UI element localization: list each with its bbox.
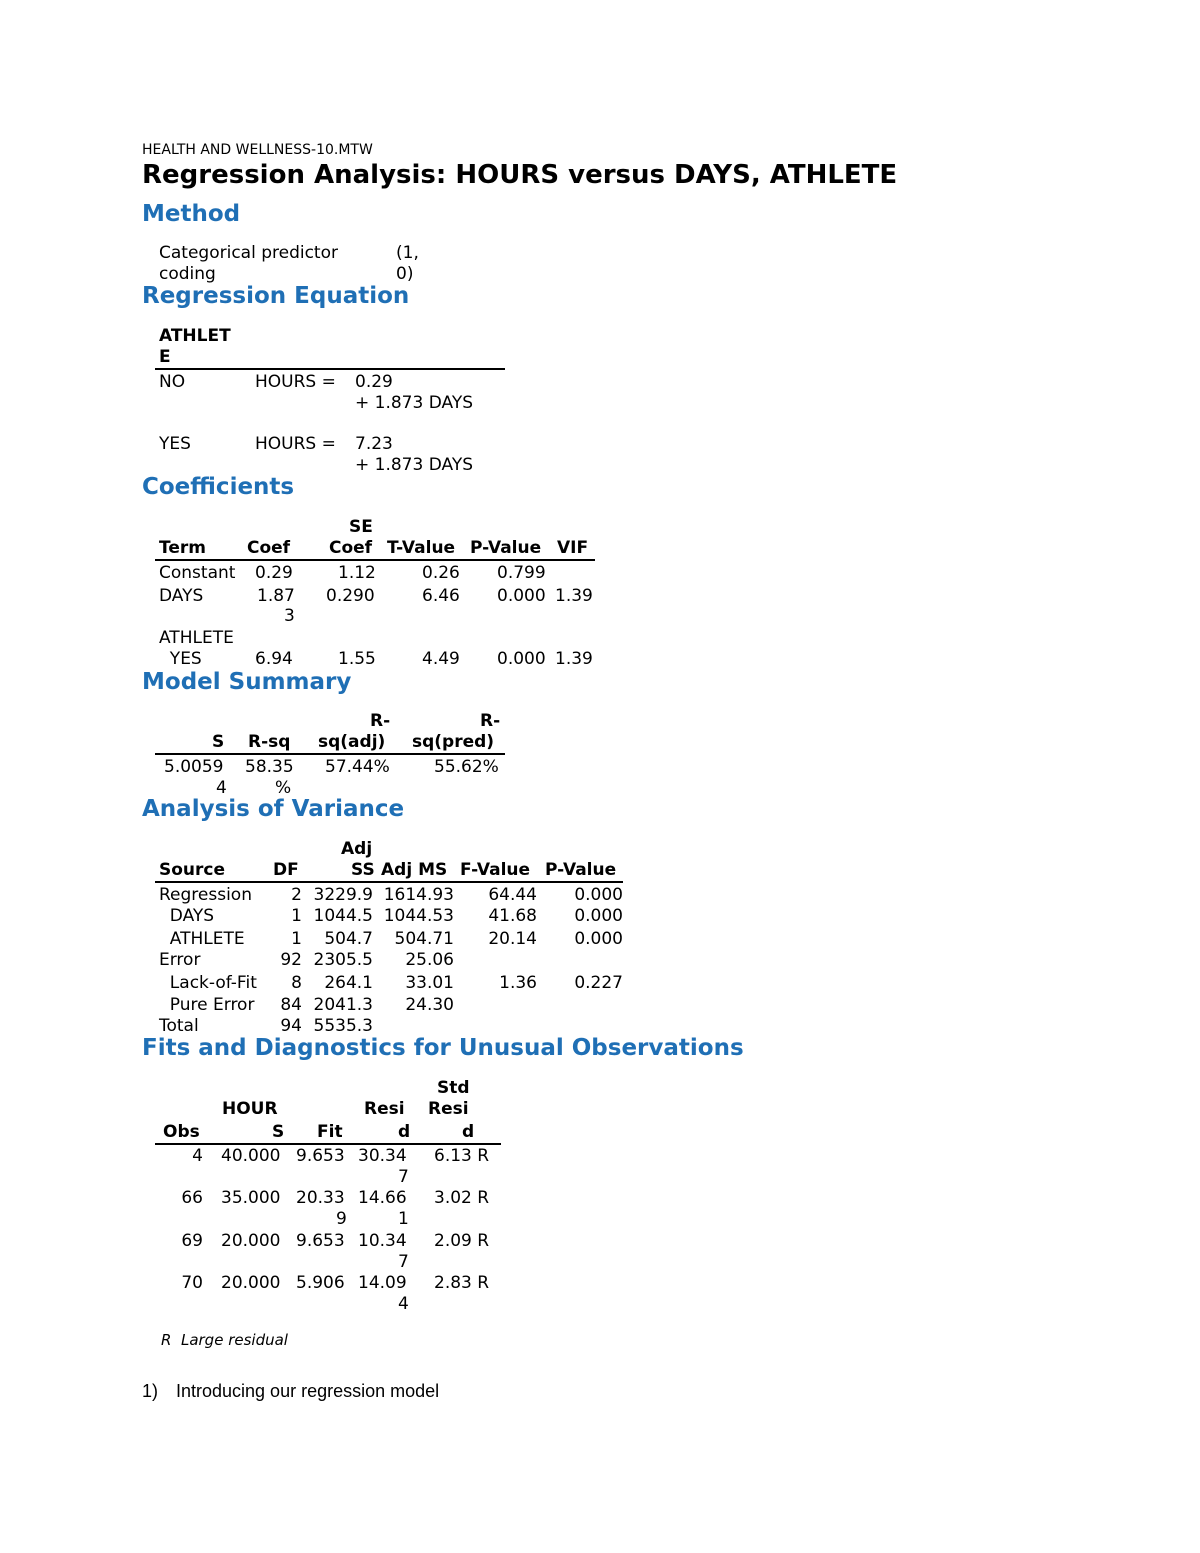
coef-row-p: 0.799 (497, 563, 546, 583)
unusual-row-hours: 20.000 (221, 1231, 281, 1251)
ms-header-rsq: R-sq (248, 732, 291, 752)
unusual-row-obs: 4 (192, 1146, 203, 1166)
anova-header-rule (155, 881, 623, 883)
unusual-row-fit: 20.33 (296, 1188, 345, 1208)
unusual-row-hours: 20.000 (221, 1273, 281, 1293)
anova-row-p: 0.000 (574, 929, 623, 949)
anova-header-df: DF (273, 860, 299, 880)
coef-row-term: DAYS (159, 586, 204, 606)
coef-row-term: ATHLETE (159, 628, 234, 648)
coefficients-heading: Coefficients (142, 474, 295, 500)
ms-header-s: S (212, 732, 225, 752)
coef-row-p: 0.000 (497, 649, 546, 669)
anova-row-df: 84 (280, 995, 302, 1015)
anova-row-ss: 5535.3 (313, 1016, 373, 1036)
unusual-header-resid-line2: d (398, 1122, 411, 1142)
coef-row-se: 0.290 (326, 586, 375, 606)
anova-row-source: ATHLETE (159, 929, 245, 949)
unusual-header-resid-line1: Resi (364, 1099, 405, 1119)
coef-header-coef: Coef (247, 538, 291, 558)
unusual-row-fit: 9.653 (296, 1231, 345, 1251)
unusual-row-std: 6.13 R (434, 1146, 490, 1166)
anova-header-adjss-line1: Adj (341, 839, 373, 859)
unusual-row-obs: 69 (181, 1231, 203, 1251)
anova-row-df: 92 (280, 950, 302, 970)
anova-row-f: 1.36 (499, 973, 537, 993)
coef-row-coef: 0.29 (255, 563, 293, 583)
coef-row-coef: 1.87 (257, 586, 295, 606)
coef-header-p: P-Value (470, 538, 542, 558)
anova-row-source: Lack-of-Fit (159, 973, 257, 993)
equation-group-header-line1: ATHLET (159, 326, 231, 346)
anova-row-ms: 1614.93 (383, 885, 454, 905)
unusual-row-hours: 35.000 (221, 1188, 281, 1208)
unusual-row-hours: 40.000 (221, 1146, 281, 1166)
ms-header-adj-line2: sq(adj) (318, 732, 386, 752)
unusual-heading: Fits and Diagnostics for Unusual Observations (142, 1035, 744, 1061)
equation-row-rhs2: + 1.873 DAYS (355, 393, 473, 413)
unusual-row-std: 2.83 R (434, 1273, 490, 1293)
unusual-row-resid: 10.34 (358, 1231, 407, 1251)
equation-row-rhs1: 7.23 (355, 434, 393, 454)
coef-row-se: 1.12 (338, 563, 376, 583)
unusual-row-resid: 14.66 (358, 1188, 407, 1208)
unusual-row-fit: 9.653 (296, 1146, 345, 1166)
unusual-row-resid-wrap: 1 (398, 1209, 409, 1229)
anova-row-p: 0.000 (574, 906, 623, 926)
ms-value-rsq: 58.35 (245, 757, 294, 777)
coef-header-t: T-Value (387, 538, 456, 558)
equation-group-header-line2: E (159, 347, 171, 367)
coef-row-coef-wrap: 3 (284, 606, 295, 626)
coef-header-rule (155, 559, 595, 561)
coef-row-term: YES (159, 649, 202, 669)
equation-heading: Regression Equation (142, 283, 410, 309)
coef-header-se-line2: Coef (329, 538, 373, 558)
anova-row-ss: 3229.9 (313, 885, 373, 905)
anova-row-p: 0.000 (574, 885, 623, 905)
unusual-header-hours-line1: HOUR (222, 1099, 278, 1119)
equation-header-rule (155, 368, 505, 370)
unusual-row-resid-wrap: 4 (398, 1294, 409, 1314)
anova-row-ms: 24.30 (405, 995, 454, 1015)
unusual-row-fit-wrap: 9 (336, 1209, 347, 1229)
anova-row-ss: 1044.5 (313, 906, 373, 926)
unusual-row-obs: 66 (181, 1188, 203, 1208)
coef-header-se-line1: SE (349, 517, 373, 537)
ms-header-pred-line1: R- (480, 711, 501, 731)
method-value-line1: (1, (396, 243, 419, 263)
ms-header-adj-line1: R- (370, 711, 391, 731)
large-residual-note: R Large residual (161, 1331, 288, 1349)
anova-row-ss: 2041.3 (313, 995, 373, 1015)
file-name: HEALTH AND WELLNESS-10.MTW (142, 142, 373, 158)
equation-row-lhs: HOURS = (255, 372, 336, 392)
ms-header-rule (155, 753, 505, 755)
unusual-header-rule (155, 1143, 501, 1145)
equation-row-lhs: HOURS = (255, 434, 336, 454)
anova-heading: Analysis of Variance (142, 796, 405, 822)
coef-row-vif: 1.39 (555, 586, 593, 606)
unusual-row-resid-wrap: 7 (398, 1252, 409, 1272)
anova-row-ms: 33.01 (405, 973, 454, 993)
page-title: Regression Analysis: HOURS versus DAYS, ATHLETE (142, 160, 898, 190)
unusual-header-std-line2: Resi (428, 1099, 469, 1119)
method-label-line2: coding (159, 264, 216, 284)
anova-header-source: Source (159, 860, 226, 880)
anova-row-f: 64.44 (488, 885, 537, 905)
method-label-line1: Categorical predictor (159, 243, 338, 263)
anova-row-f: 20.14 (488, 929, 537, 949)
anova-header-adjss-line2: SS (351, 860, 375, 880)
list-number: 1) (142, 1381, 159, 1401)
anova-row-ss: 504.7 (324, 929, 373, 949)
anova-row-source: DAYS (159, 906, 215, 926)
anova-row-ms: 25.06 (405, 950, 454, 970)
anova-row-source: Total (159, 1016, 199, 1036)
anova-row-df: 94 (280, 1016, 302, 1036)
coef-row-se: 1.55 (338, 649, 376, 669)
anova-row-df: 2 (291, 885, 302, 905)
ms-value-pred: 55.62% (434, 757, 499, 777)
coef-row-t: 6.46 (422, 586, 460, 606)
equation-row-group: YES (159, 434, 191, 454)
equation-row-rhs2: + 1.873 DAYS (355, 455, 473, 475)
ms-value-s-wrap: 4 (216, 778, 227, 798)
list-item-text: Introducing our regression model (176, 1381, 440, 1401)
anova-row-ms: 504.71 (394, 929, 454, 949)
unusual-header-fit: Fit (317, 1122, 343, 1142)
anova-row-source: Regression (159, 885, 252, 905)
equation-row-group: NO (159, 372, 186, 392)
coef-header-term: Term (159, 538, 206, 558)
equation-row-rhs1: 0.29 (355, 372, 393, 392)
unusual-header-hours-line2: S (272, 1122, 285, 1142)
ms-header-pred-line2: sq(pred) (412, 732, 495, 752)
anova-header-adjms: Adj MS (381, 860, 448, 880)
coef-header-vif: VIF (557, 538, 589, 558)
unusual-header-obs: Obs (163, 1122, 200, 1142)
unusual-row-obs: 70 (181, 1273, 203, 1293)
anova-row-source: Error (159, 950, 201, 970)
unusual-row-resid-wrap: 7 (398, 1167, 409, 1187)
unusual-row-resid: 30.34 (358, 1146, 407, 1166)
coef-row-vif: 1.39 (555, 649, 593, 669)
ms-value-adj: 57.44% (325, 757, 390, 777)
coef-row-t: 4.49 (422, 649, 460, 669)
model-summary-heading: Model Summary (142, 669, 352, 695)
coef-row-coef: 6.94 (255, 649, 293, 669)
anova-header-f: F-Value (460, 860, 531, 880)
anova-row-df: 8 (291, 973, 302, 993)
anova-row-df: 1 (291, 906, 302, 926)
anova-row-source: Pure Error (159, 995, 255, 1015)
anova-row-ss: 2305.5 (313, 950, 373, 970)
ms-value-rsq-wrap: % (275, 778, 292, 798)
ms-value-s: 5.0059 (164, 757, 224, 777)
coef-row-term: Constant (159, 563, 236, 583)
unusual-row-resid: 14.09 (358, 1273, 407, 1293)
method-value-line2: 0) (396, 264, 414, 284)
anova-row-p: 0.227 (574, 973, 623, 993)
coef-row-p: 0.000 (497, 586, 546, 606)
anova-row-ss: 264.1 (324, 973, 373, 993)
unusual-header-std-line3: d (462, 1122, 475, 1142)
unusual-row-std: 3.02 R (434, 1188, 490, 1208)
anova-header-p: P-Value (545, 860, 617, 880)
anova-row-f: 41.68 (488, 906, 537, 926)
unusual-row-fit: 5.906 (296, 1273, 345, 1293)
anova-row-ms: 1044.53 (383, 906, 454, 926)
unusual-row-std: 2.09 R (434, 1231, 490, 1251)
anova-row-df: 1 (291, 929, 302, 949)
method-heading: Method (142, 201, 241, 227)
unusual-header-std-line1: Std (437, 1078, 470, 1098)
coef-row-t: 0.26 (422, 563, 460, 583)
